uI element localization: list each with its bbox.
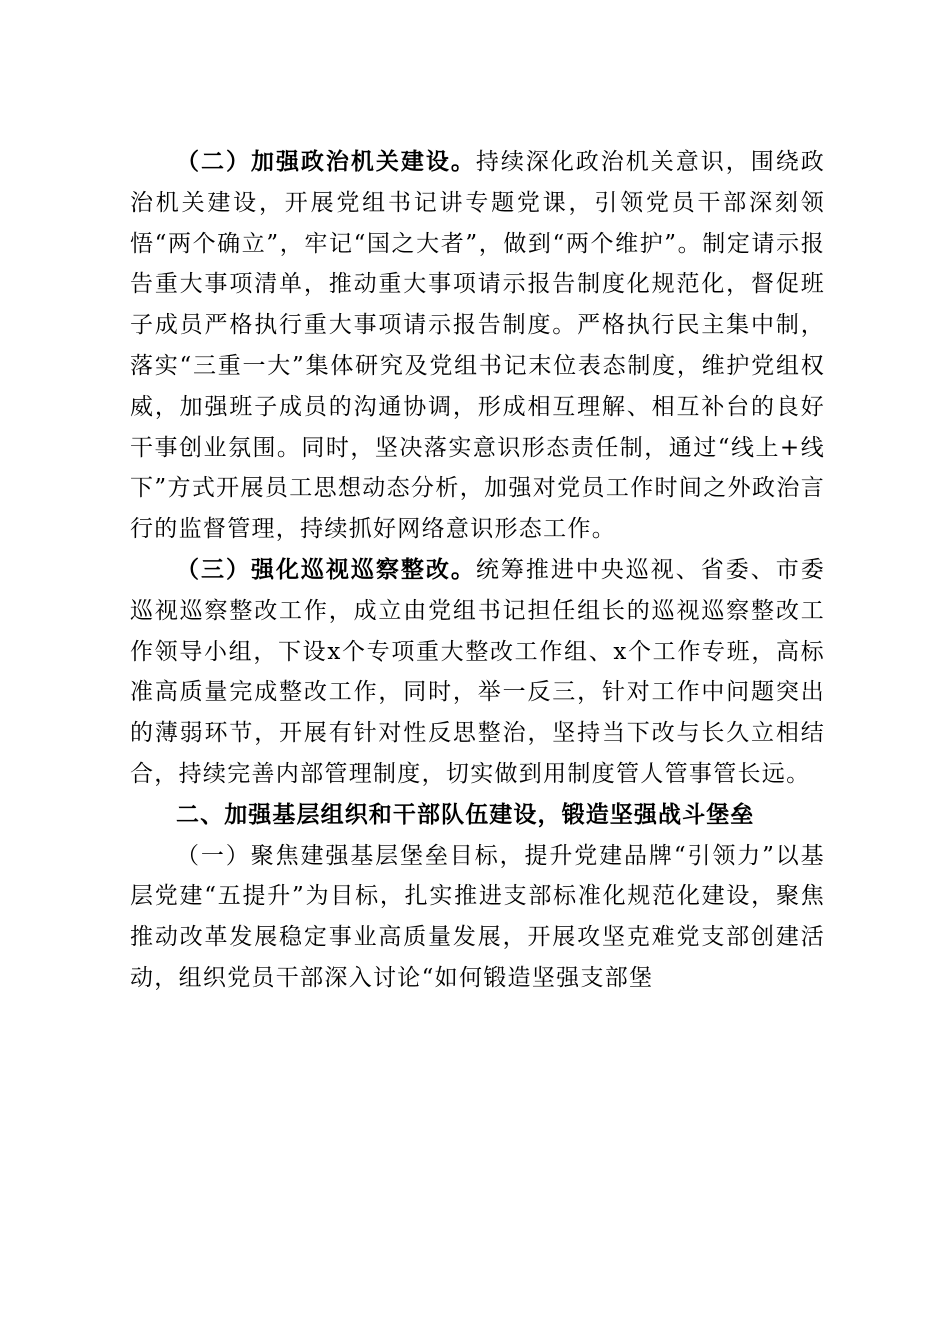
paragraph-inspection-rectification: [130, 550, 825, 795]
paragraph-strengthen-political-organs: [130, 142, 825, 550]
paragraph-text: 统筹推进中央巡视、省委、市委巡视巡察整改工作，成立由党组书记担任组长的巡视巡察整改工作领导小组，下设x个专项重大整改工作组、x个工作专班，高标准高质量完成整改工作，同时，举一反三，针对工作中问题突出的薄弱环节，开展有针对性反思整治，坚持当下改与长久立相结合，持续完善内部管理制度，切实做到用制度管人管事管长远。: [130, 556, 825, 787]
paragraph-grassroots-fortress: [130, 836, 825, 999]
document-body: [130, 142, 825, 999]
paragraph-text: 以基层党建“五提升”为目标，扎实推进支部标准化规范化建设，聚焦推动改革发展稳定事业高质量发展，开展攻坚克难党支部创建活动，组织党员干部深入讨论“如何锻造坚强支部堡: [130, 842, 825, 991]
chapter-heading: 二、加强基层组织和干部队伍建设，锻造坚强战斗堡垒: [176, 801, 755, 828]
paragraph-heading: （二）加强政治机关建设。: [176, 149, 476, 175]
paragraph-text: 持续深化政治机关意识，围绕政治机关建设，开展党组书记讲专题党课，引领党员干部深刻领悟“两个确立”，牢记“国之大者”，做到“两个维护”。制定请示报告重大事项清单，推动重大事项请示报告制度化规范化，督促班子成员严格执行重大事项请示报告制度。严格执行民主集中制，落实“三重一大”集体研究及党组书记末位表态制度，维护党组权威，加强班子成员的沟通协调，形成相互理解、相互补台的良好干事创业氛围。同时，坚决落实意识形态责任制，通过“线上+线下”方式开展员工思想动态分析，加强对党员工作时间之外政治言行的监督管理，持续抓好网络意识形态工作。: [130, 149, 825, 543]
paragraph-heading: （一）聚焦建强基层堡垒目标，提升党建品牌“引领力”: [176, 842, 776, 869]
paragraph-heading: （三）强化巡视巡察整改。: [176, 556, 476, 583]
